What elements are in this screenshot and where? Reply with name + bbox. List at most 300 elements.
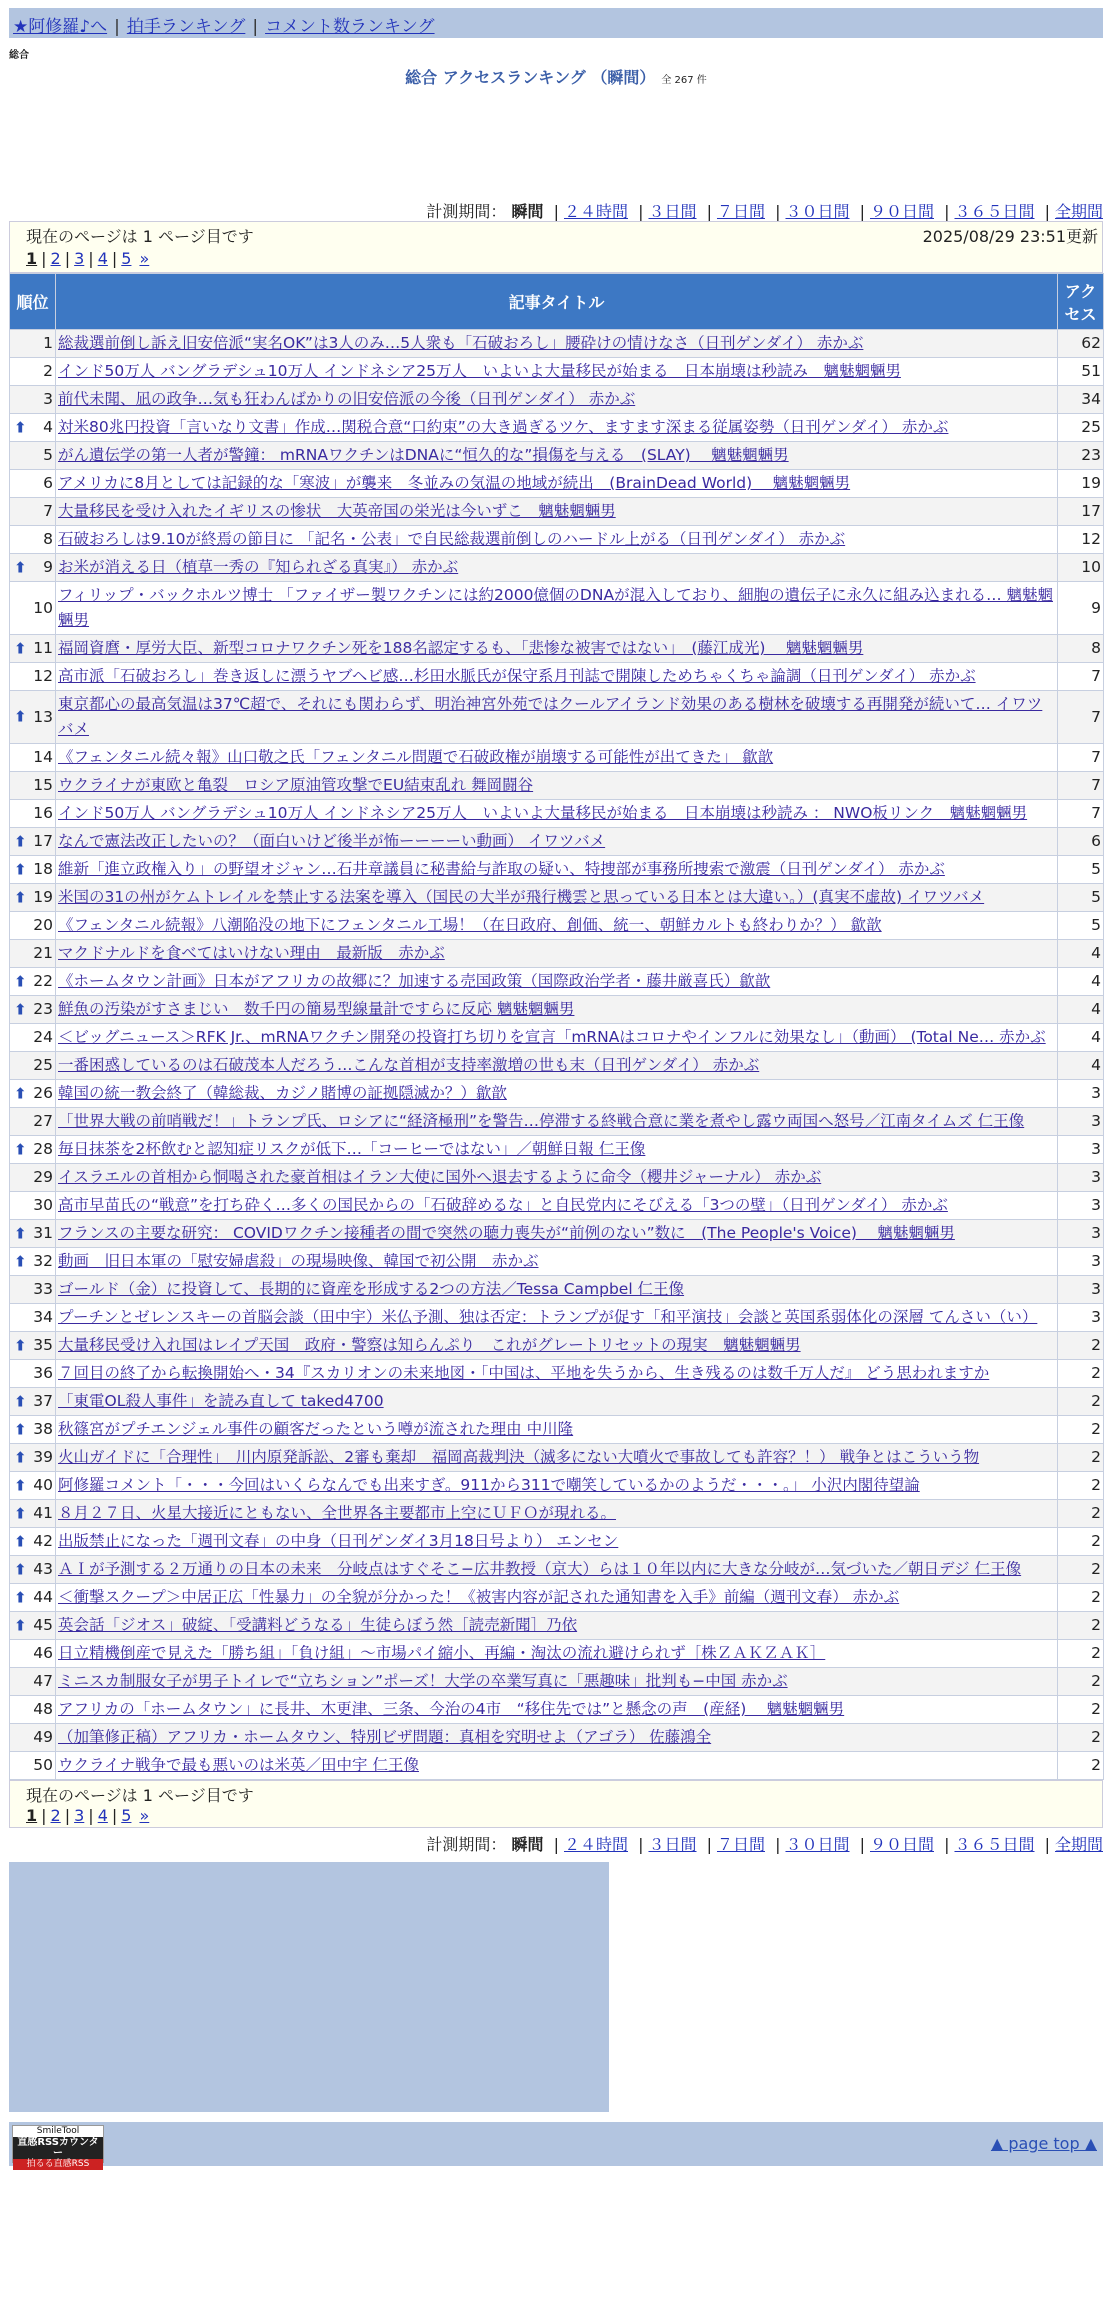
period-7d[interactable]: ７日間 (716, 1835, 765, 1854)
rank-number: 46 (33, 1644, 53, 1662)
title-cell (56, 358, 1058, 386)
table-row (10, 330, 1104, 358)
rank-number: 25 (33, 1056, 53, 1074)
rank-number: 43 (33, 1560, 53, 1578)
title-cell (56, 1360, 1058, 1388)
table-row (10, 1108, 1104, 1136)
article-title-link[interactable]: 《フェンタニル続報》八潮陥没の地下にフェンタニル工場！（在日政府、創価、統一、朝鮮カルトも終わりか？） 歙歆 (58, 916, 882, 934)
access-count: 34 (1058, 386, 1104, 414)
next-page-link[interactable]: » (139, 1806, 150, 1825)
page-top-link[interactable]: ▲ page top ▲ (990, 2134, 1097, 2153)
table-row (10, 691, 1104, 744)
period-3d[interactable]: ３日間 (648, 1835, 697, 1854)
period-90d[interactable]: ９０日間 (869, 1835, 934, 1854)
table-row (10, 1220, 1104, 1248)
article-title-link[interactable]: 《ホームタウン計画》日本がアフリカの故郷に？加速する売国政策（国際政治学者・藤井厳喜氏）歙歆 (58, 972, 771, 990)
rank-cell (10, 1528, 56, 1556)
rank-cell (10, 470, 56, 498)
title-cell (56, 1668, 1058, 1696)
access-count: 7 (1058, 800, 1104, 828)
article-title-link[interactable]: 毎日抹茶を2杯飲むと認知症リスクが低下…「コーヒーではない」／朝鮮日報 仁王像 (58, 1140, 646, 1158)
title-cell (56, 1024, 1058, 1052)
table-row (10, 582, 1104, 635)
article-title-link[interactable]: ウクライナが東欧と亀裂 ロシア原油管攻撃でEU結束乱れ 舞岡闘谷 (58, 776, 534, 794)
rank-number: 18 (33, 860, 53, 878)
pagination-bottom: 1 | 2 | 3 | 4 | 5 » (26, 1806, 150, 1825)
access-count: 8 (1058, 635, 1104, 663)
logo-line-2: 直感RSSカウンター (13, 2137, 103, 2159)
title-cell (56, 1472, 1058, 1500)
title-cell (56, 442, 1058, 470)
access-count: 7 (1058, 772, 1104, 800)
rank-number: 37 (33, 1392, 53, 1410)
access-count: 5 (1058, 884, 1104, 912)
article-title-link[interactable]: アフリカの「ホームタウン」に長井、木更津、三条、今治の4市 “移住先では”と懸念の声 (産経) 魑魅魍魎男 (58, 1700, 845, 1718)
title-cell (56, 1248, 1058, 1276)
rank-cell (10, 1248, 56, 1276)
rank-number: 40 (33, 1476, 53, 1494)
rank-number: 3 (43, 390, 53, 408)
article-title-link[interactable]: 米国の31の州がケムトレイルを禁止する法案を導入（国民の大半が飛行機雲と思っている日本とは大違い。）(真実不虚故) イワツバメ (58, 888, 985, 906)
rank-number: 23 (33, 1000, 53, 1018)
article-title-link[interactable]: 大量移民を受け入れたイギリスの惨状 大英帝国の栄光は今いずこ 魑魅魍魎男 (58, 502, 616, 520)
table-row (10, 635, 1104, 663)
article-title-link[interactable]: 石破おろしは9.10が終焉の節目に 「記名・公表」で自民総裁選前倒しのハードル上がる（日刊ゲンダイ） 赤かぶ (58, 530, 846, 548)
rank-number: 35 (33, 1336, 53, 1354)
rank-up-arrow-icon: ⬆ (14, 1084, 27, 1102)
access-count: 4 (1058, 940, 1104, 968)
rank-up-arrow-icon: ⬆ (14, 1420, 27, 1438)
article-title-link[interactable]: ８月２７日、火星大接近にともない、全世界各主要都市上空にＵＦＯが現れる。 (58, 1504, 617, 1522)
clap-ranking-link[interactable]: 拍手ランキング (126, 17, 246, 37)
rank-up-arrow-icon: ⬆ (14, 1336, 27, 1354)
rank-cell (10, 1388, 56, 1416)
rank-cell (10, 1332, 56, 1360)
access-count: 25 (1058, 414, 1104, 442)
rank-cell (10, 1416, 56, 1444)
access-count: 3 (1058, 1108, 1104, 1136)
page-link[interactable]: 5 (121, 249, 132, 268)
title-cell (56, 1584, 1058, 1612)
rank-up-arrow-icon: ⬆ (14, 1616, 27, 1634)
access-count: 4 (1058, 1024, 1104, 1052)
access-count: 7 (1058, 691, 1104, 744)
article-title-link[interactable]: 「東電OL殺人事件」を読み直して taked4700 (58, 1392, 384, 1410)
access-count: 9 (1058, 582, 1104, 635)
rank-number: 32 (33, 1252, 53, 1270)
article-title-link[interactable]: 維新「進立政権入り」の野望オジャン…石井章議員に秘書給与詐取の疑い、特捜部が事務所捜索で激震（日刊ゲンダイ） 赤かぶ (58, 860, 945, 878)
page-title-row (9, 65, 1103, 89)
title-cell (56, 582, 1058, 635)
access-count: 7 (1058, 663, 1104, 691)
top-navigation (9, 8, 1103, 38)
table-header-row (10, 274, 1104, 330)
table-row (10, 1136, 1104, 1164)
rank-up-arrow-icon: ⬆ (14, 832, 27, 850)
period-3d[interactable]: ３日間 (648, 202, 697, 221)
rank-up-arrow-icon: ⬆ (14, 418, 27, 436)
access-count: 2 (1058, 1528, 1104, 1556)
period-all[interactable]: 全期間 (1054, 202, 1103, 221)
article-title-link[interactable]: 前代未聞、凪の政争…気も狂わんばかりの旧安倍派の今後（日刊ゲンダイ） 赤かぶ (58, 390, 636, 408)
title-cell (56, 414, 1058, 442)
access-count: 3 (1058, 1192, 1104, 1220)
rank-up-arrow-icon: ⬆ (14, 1504, 27, 1522)
table-row (10, 1388, 1104, 1416)
rank-up-arrow-icon: ⬆ (14, 1560, 27, 1578)
table-row (10, 1416, 1104, 1444)
total-count: 全 267 件 (661, 75, 707, 86)
table-row (10, 554, 1104, 582)
access-count: 3 (1058, 1164, 1104, 1192)
title-cell (56, 330, 1058, 358)
title-cell (56, 498, 1058, 526)
title-header: 記事タイトル (56, 274, 1058, 330)
access-count: 2 (1058, 1612, 1104, 1640)
rank-number: 9 (43, 558, 53, 576)
rank-number: 12 (33, 667, 53, 685)
article-title-link[interactable]: 大量移民受け入れ国はレイプ天国 政府・警察は知らんぷり これがグレートリセットの現実 魑魅魍魎男 (58, 1336, 801, 1354)
access-count: 2 (1058, 1584, 1104, 1612)
title-cell (56, 800, 1058, 828)
period-label: 計測期間： (426, 202, 507, 221)
period-label: 計測期間： (426, 1835, 507, 1854)
title-cell (56, 1332, 1058, 1360)
table-row (10, 1248, 1104, 1276)
rank-up-arrow-icon: ⬆ (14, 1000, 27, 1018)
rank-number: 48 (33, 1700, 53, 1718)
article-title-link[interactable]: 「世界大戦の前哨戦だ！」トランプ氏、ロシアに“経済極刑”を警告…停滞する終戦合意に業を煮やし露ウ両国へ怒号／江南タイムズ 仁王像 (58, 1112, 1025, 1130)
rank-number: 49 (33, 1728, 53, 1746)
rank-number: 27 (33, 1112, 53, 1130)
nav-separator: | (114, 17, 120, 37)
table-row (10, 1080, 1104, 1108)
period-90d[interactable]: ９０日間 (869, 202, 934, 221)
rank-cell (10, 1192, 56, 1220)
article-title-link[interactable]: 日立精機倒産で見えた「勝ち組」「負け組」〜市場パイ縮小、再編・淘汰の流れ避けられず［株ＺＡＫＺＡＫ］ (58, 1644, 826, 1662)
logo-line-1: SmileTool (36, 2126, 80, 2136)
rank-up-arrow-icon: ⬆ (14, 1140, 27, 1158)
access-count: 12 (1058, 526, 1104, 554)
rank-cell (10, 800, 56, 828)
rank-number: 45 (33, 1616, 53, 1634)
next-page-link[interactable]: » (139, 249, 150, 268)
page-link[interactable]: 2 (50, 1806, 61, 1825)
title-cell (56, 940, 1058, 968)
pagination: 1 | 2 | 3 | 4 | 5 » (26, 249, 150, 268)
access-count: 62 (1058, 330, 1104, 358)
access-count: 6 (1058, 828, 1104, 856)
page-link[interactable]: 4 (97, 1806, 108, 1825)
rank-cell (10, 1080, 56, 1108)
rank-cell (10, 828, 56, 856)
article-title-link[interactable]: アメリカに8月としては記録的な「寒波」が襲来 冬並みの気温の地域が続出 (BrainDead World) 魑魅魍魎男 (58, 474, 851, 492)
article-title-link[interactable]: 火山ガイドに「合理性」 川内原発訴訟、2審も棄却 福岡高裁判決（滅多にない大噴火で事故しても許容？！） 戦争とはこういう物 (58, 1448, 980, 1466)
title-cell (56, 526, 1058, 554)
count-header: アクセス (1058, 274, 1104, 330)
rank-number: 41 (33, 1504, 53, 1522)
access-count: 2 (1058, 1668, 1104, 1696)
page-link[interactable]: 3 (74, 1806, 85, 1825)
access-count: 23 (1058, 442, 1104, 470)
rank-cell (10, 1444, 56, 1472)
title-cell (56, 1696, 1058, 1724)
table-row (10, 663, 1104, 691)
rank-cell (10, 1584, 56, 1612)
article-title-link[interactable]: がん遺伝学の第一人者が警鐘： mRNAワクチンはDNAに“恒久的な”損傷を与える (SLAY) 魑魅魍魎男 (58, 446, 789, 464)
period-7d[interactable]: ７日間 (716, 202, 765, 221)
page-info-box-bottom (9, 1780, 1103, 1828)
title-cell (56, 1500, 1058, 1528)
table-row (10, 1612, 1104, 1640)
table-row (10, 1584, 1104, 1612)
rank-cell (10, 1668, 56, 1696)
rss-counter-logo[interactable] (12, 2125, 104, 2169)
access-count: 2 (1058, 1724, 1104, 1752)
rank-cell (10, 1360, 56, 1388)
access-count: 2 (1058, 1444, 1104, 1472)
rank-cell (10, 330, 56, 358)
ranking-table (9, 273, 1104, 1780)
rank-cell (10, 582, 56, 635)
rank-number: 20 (33, 916, 53, 934)
rank-number: 33 (33, 1280, 53, 1298)
page-current: 1 (26, 1806, 38, 1825)
page-current: 1 (26, 249, 38, 268)
title-cell (56, 996, 1058, 1024)
rank-number: 21 (33, 944, 53, 962)
article-title-link[interactable]: 高市派「石破おろし」巻き返しに漂うヤブヘビ感…杉田水脈氏が保守系月刊誌で開陳しためちゃくちゃ論調（日刊ゲンダイ） 赤かぶ (58, 667, 976, 685)
article-title-link[interactable]: 《フェンタニル続々報》山口敬之氏「フェンタニル問題で石破政権が崩壊する可能性が出てきた」 歙歆 (58, 748, 774, 766)
access-count: 3 (1058, 1304, 1104, 1332)
article-title-link[interactable]: ７回目の終了から転換開始へ・34『スカリオンの未来地図・「中国は、平地を失うから、生き残るのは数千万人だ』 どう思われますか (58, 1364, 990, 1382)
access-count: 3 (1058, 1276, 1104, 1304)
article-title-link[interactable]: 韓国の統一教会終了（韓総裁、カジノ賭博の証拠隠滅か？）歙歆 (58, 1084, 507, 1102)
article-title-link[interactable]: なんで憲法改正したいの？（面白いけど後半が怖ーーーーい動画） イワツバメ (58, 832, 606, 850)
page-link[interactable]: 5 (121, 1806, 132, 1825)
rank-cell (10, 940, 56, 968)
title-cell (56, 968, 1058, 996)
article-title-link[interactable]: イスラエルの首相から恫喝された豪首相はイラン大使に国外へ退去するように命令（櫻井ジャーナル） 赤かぶ (58, 1168, 822, 1186)
rank-up-arrow-icon: ⬆ (14, 1224, 27, 1242)
title-cell (56, 856, 1058, 884)
period-30d[interactable]: ３０日間 (785, 202, 850, 221)
access-count: 3 (1058, 1220, 1104, 1248)
title-cell (56, 1136, 1058, 1164)
rank-up-arrow-icon: ⬆ (14, 888, 27, 906)
rank-cell (10, 1220, 56, 1248)
table-row (10, 968, 1104, 996)
article-title-link[interactable]: ＡＩが予測する２万通りの日本の未来 分岐点はすぐそこ−広井教授（京大）らは１０年以内に大きな分岐が…気づいた／朝日デジ 仁王像 (58, 1560, 1022, 1578)
rank-up-arrow-icon: ⬆ (14, 707, 27, 726)
rank-cell (10, 968, 56, 996)
title-cell (56, 1304, 1058, 1332)
access-count: 2 (1058, 1752, 1104, 1780)
article-title-link[interactable]: （加筆修正稿）アフリカ・ホームタウン、特別ビザ問題：真相を究明せよ（アゴラ） 佐藤鴻全 (58, 1728, 712, 1746)
rank-cell (10, 1724, 56, 1752)
page-link[interactable]: 3 (74, 249, 85, 268)
rank-cell (10, 1164, 56, 1192)
comment-ranking-link[interactable]: コメント数ランキング (265, 17, 435, 37)
title-cell (56, 1528, 1058, 1556)
rank-cell (10, 1472, 56, 1500)
article-title-link[interactable]: ＜ビッグニュース＞RFK Jr.、mRNAワクチン開発の投資打ち切りを宣言「mRNAはコロナやインフルに効果なし」（動画） (Total Ne… 赤かぶ (58, 1028, 1046, 1046)
rank-up-arrow-icon: ⬆ (14, 1448, 27, 1466)
rank-number: 30 (33, 1196, 53, 1214)
period-365d[interactable]: ３６５日間 (954, 1835, 1035, 1854)
rank-number: 15 (33, 776, 53, 794)
page-title: 総合 アクセスランキング （瞬間） (405, 68, 656, 87)
access-count: 10 (1058, 554, 1104, 582)
rank-cell (10, 691, 56, 744)
title-cell (56, 1388, 1058, 1416)
article-title-link[interactable]: 福岡資麿・厚労大臣、新型コロナワクチン死を188名認定するも、「悲惨な被害ではない」 (藤江成光) 魑魅魍魎男 (58, 639, 864, 657)
rank-number: 10 (33, 598, 53, 617)
page-info-box (9, 221, 1103, 273)
rank-cell (10, 1108, 56, 1136)
title-cell (56, 828, 1058, 856)
table-row (10, 1752, 1104, 1780)
table-row (10, 1444, 1104, 1472)
rank-up-arrow-icon: ⬆ (14, 1392, 27, 1410)
rank-number: 16 (33, 804, 53, 822)
access-count: 2 (1058, 1500, 1104, 1528)
article-title-link[interactable]: 東京都心の最高気温は37℃超で、それにも関わらず、明治神宮外苑ではクールアイランド効果のある樹林を破壊する再開発が続いて… イワツバメ (58, 695, 1043, 738)
title-cell (56, 884, 1058, 912)
title-cell (56, 1444, 1058, 1472)
rank-cell (10, 912, 56, 940)
article-title-link[interactable]: 鮮魚の汚染がすさまじい 数千円の簡易型線量計ですらに反応 魑魅魍魎男 (58, 1000, 575, 1018)
article-title-link[interactable]: ウクライナ戦争で最も悪いのは米英／田中宇 仁王像 (58, 1756, 419, 1774)
table-row (10, 1556, 1104, 1584)
title-cell (56, 744, 1058, 772)
table-row (10, 1024, 1104, 1052)
title-cell (56, 772, 1058, 800)
rank-cell (10, 1612, 56, 1640)
title-cell (56, 1752, 1058, 1780)
title-cell (56, 386, 1058, 414)
table-row (10, 1668, 1104, 1696)
title-cell (56, 1276, 1058, 1304)
title-cell (56, 663, 1058, 691)
article-title-link[interactable]: 総裁選前倒し訴え旧安倍派“実名OK”は3人のみ…5人衆も「石破おろし」腰砕けの情けなさ（日刊ゲンダイ） 赤かぶ (58, 334, 864, 352)
rank-number: 34 (33, 1308, 53, 1326)
rank-number: 24 (33, 1028, 53, 1046)
article-title-link[interactable]: 一番困惑しているのは石破茂本人だろう…こんな首相が支持率激増の世も末（日刊ゲンダイ） 赤かぶ (58, 1056, 760, 1074)
article-title-link[interactable]: インド50万人 バングラデシュ10万人 インドネシア25万人 いよいよ大量移民が始まる 日本崩壊は秒読み ： NWO板リンク 魑魅魍魎男 (58, 804, 1028, 822)
table-row (10, 358, 1104, 386)
article-title-link[interactable]: 高市早苗氏の“戦意”を打ち砕く…多くの国民からの「石破辞めるな」と自民党内にそびえる「3つの壁」（日刊ゲンダイ） 赤かぶ (58, 1196, 948, 1214)
article-title-link[interactable]: フランスの主要な研究： COVIDワクチン接種者の間で突然の聴力喪失が“前例のない”数に (The People's Voice) 魑魅魍魎男 (58, 1224, 955, 1242)
rank-cell (10, 744, 56, 772)
rank-cell (10, 1500, 56, 1528)
rank-up-arrow-icon: ⬆ (14, 860, 27, 878)
rank-cell (10, 1136, 56, 1164)
table-row (10, 996, 1104, 1024)
period-all[interactable]: 全期間 (1054, 1835, 1103, 1854)
rank-cell (10, 1304, 56, 1332)
rank-cell (10, 1024, 56, 1052)
table-row (10, 1276, 1104, 1304)
title-cell (56, 1052, 1058, 1080)
table-row (10, 1304, 1104, 1332)
article-title-link[interactable]: 阿修羅コメント「・・・今回はいくらなんでも出来すぎ。911から311で嘲笑しているかのようだ・・・。」 小沢内閣待望論 (58, 1476, 920, 1494)
table-row (10, 1164, 1104, 1192)
access-count: 2 (1058, 1640, 1104, 1668)
footer-bar (9, 2122, 1103, 2169)
table-row (10, 414, 1104, 442)
category-label: 総合 (9, 50, 29, 61)
rank-up-arrow-icon: ⬆ (14, 1252, 27, 1270)
home-link[interactable]: ★阿修羅♪へ (13, 17, 108, 37)
article-title-link[interactable]: ＜衝撃スクープ＞中居正広「性暴力」の全貌が分かった！《被害内容が記された通知書を入手》前編（週刊文春） 赤かぶ (58, 1588, 900, 1606)
table-row (10, 386, 1104, 414)
access-count: 19 (1058, 470, 1104, 498)
rank-number: 8 (43, 530, 53, 548)
rank-number: 50 (33, 1756, 53, 1774)
article-title-link[interactable]: 動画 旧日本軍の「慰安婦虐殺」の現場映像、韓国で初公開 赤かぶ (58, 1252, 539, 1270)
access-count: 2 (1058, 1472, 1104, 1500)
page-link[interactable]: 2 (50, 249, 61, 268)
access-count: 3 (1058, 1248, 1104, 1276)
access-count: 2 (1058, 1388, 1104, 1416)
article-title-link[interactable]: プーチンとゼレンスキーの首脳会談（田中宇）米仏予測、独は否定：トランプが促す「和平演技」会談と英国系弱体化の深層 てんさい（い） (58, 1308, 1038, 1326)
table-row (10, 744, 1104, 772)
article-title-link[interactable]: 英会話「ジオス」破綻、「受講料どうなる」生徒らぼう然［読売新聞］乃依 (58, 1616, 578, 1634)
rank-cell (10, 1052, 56, 1080)
article-title-link[interactable]: ゴールド（金）に投資して、長期的に資産を形成する2つの方法／Tessa Campbel 仁王像 (58, 1280, 685, 1298)
access-count: 51 (1058, 358, 1104, 386)
table-row (10, 1192, 1104, 1220)
rank-cell (10, 414, 56, 442)
title-cell (56, 912, 1058, 940)
access-count: 2 (1058, 1360, 1104, 1388)
title-cell (56, 554, 1058, 582)
rank-cell (10, 526, 56, 554)
period-30d[interactable]: ３０日間 (785, 1835, 850, 1854)
period-24h[interactable]: ２４時間 (563, 1835, 628, 1854)
article-title-link[interactable]: インド50万人 バングラデシュ10万人 インドネシア25万人 いよいよ大量移民が始まる 日本崩壊は秒読み 魑魅魍魎男 (58, 362, 901, 380)
article-title-link[interactable]: マクドナルドを食べてはいけない理由 最新版 赤かぶ (58, 944, 445, 962)
rank-up-arrow-icon: ⬆ (14, 1588, 27, 1606)
article-title-link[interactable]: 秋篠宮がプチエンジェル事件の顧客だったという噂が流された理由 中川隆 (58, 1420, 574, 1438)
period-365d[interactable]: ３６５日間 (954, 202, 1035, 221)
rank-up-arrow-icon: ⬆ (14, 639, 27, 657)
article-title-link[interactable]: お米が消える日（植草一秀の『知られざる真実』） 赤かぶ (58, 558, 459, 576)
access-count: 3 (1058, 1080, 1104, 1108)
article-title-link[interactable]: ミニスカ制服女子が男子トイレで“立ちション”ポーズ！大学の卒業写真に「悪趣味」批判も−中国 赤かぶ (58, 1672, 788, 1690)
access-count: 2 (1058, 1416, 1104, 1444)
rank-number: 5 (43, 446, 53, 464)
title-cell (56, 1556, 1058, 1584)
rank-number: 6 (43, 474, 53, 492)
rank-up-arrow-icon: ⬆ (14, 1532, 27, 1550)
article-title-link[interactable]: 出版禁止になった「週刊文春」の中身（日刊ゲンダイ3月18日号より） エンセン (58, 1532, 619, 1550)
table-row (10, 526, 1104, 554)
updated-timestamp: 2025/08/29 23:51更新 (922, 227, 1098, 246)
rank-cell (10, 663, 56, 691)
rank-number: 2 (43, 362, 53, 380)
article-title-link[interactable]: フィリップ・バックホルツ博士 「ファイザー製ワクチンには約2000億個のDNAが混入しており、細胞の遺伝子に永久に組み込まれる… 魑魅魍魎男 (58, 586, 1053, 629)
period-24h[interactable]: ２４時間 (563, 202, 628, 221)
table-row (10, 1724, 1104, 1752)
rank-header: 順位 (10, 274, 56, 330)
page-link[interactable]: 4 (97, 249, 108, 268)
table-row (10, 1500, 1104, 1528)
article-title-link[interactable]: 対米80兆円投資「言いなり文書」作成…関税合意“口約束”の大き過ぎるツケ、ますます深まる従属姿勢（日刊ゲンダイ） 赤かぶ (58, 418, 949, 436)
table-row (10, 498, 1104, 526)
rank-cell (10, 498, 56, 526)
